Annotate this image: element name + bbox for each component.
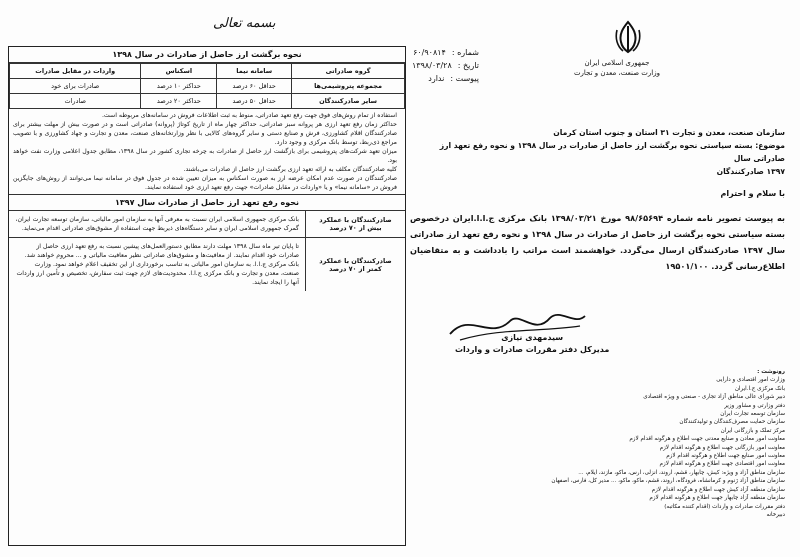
table-cell: مجموعه پتروشیمی‌ها [292,79,405,94]
cc-item: سازمان منطقه آزاد کیش جهت اطلاع و هرگونه اقدام لازم [651,486,785,493]
cc-item: دفتر وزارتی و مشاور وزیر [724,402,785,409]
table-cell: سایر صادرکنندگان [292,94,405,109]
cc-item: سازمان توسعه تجارت ایران [720,411,785,418]
table-cell: حداکثر ۱۰ درصد [141,79,217,94]
bismillah-header: بسمه تعالی [213,16,276,31]
meta-row [412,46,479,59]
notes-list [9,109,405,195]
meta-row [412,72,479,85]
cc-item: دفتر مقررات صادرات و واردات (اقدام کننده مکاتبه) [664,503,785,510]
org-line: جمهوری اسلامی ایران [584,59,650,67]
addressee-block [415,126,785,178]
meta-value: ۱۳۹۸/۰۳/۲۸ [412,61,452,70]
rule-row [9,238,405,291]
cc-item: معاونت امور صنایع جهت اطلاع و هرگونه اقدام لازم [666,453,785,460]
cc-item: بانک مرکزی ج.ا.ایران [734,385,785,392]
cc-list [525,368,785,519]
rule-text: تا پایان تیر ماه سال ۱۳۹۸ مهلت دارند مطابق دستورالعمل‌های پیشین نسبت به رفع تعهد ارزی حاصل از صادرات خود اقدام نمایند. از معافیت‌ها و مشوق‌های صادراتی نظیر معافیت مالیاتی و ... محروم خواهند شد. بانک مرکزی ج.ا.ا. به سازمان امور مالیاتی به تناسب برخورداری از این تخفیف اعلام خواهد نمود. وزارت صنعت، معدن و تجارت و بانک مرکزی ج.ا.ا. محدودیت‌های لازم جهت ثبت سفارش، تخصیص و تأمین ارز واردات آنها را ایجاد نمایند. [16,243,299,286]
table-row [10,79,405,94]
signer-title: مدیرکل دفتر مقررات صادرات و واردات [455,345,610,354]
cc-item: مرکز تملک و بازرگانی ایران [720,427,785,434]
section-title-1397: نحوه رفع تعهد ارز حاصل از صادرات سال ۱۳۹۷ [9,195,405,211]
rule-label-line: صادرکنندگان با عملکرد [319,216,392,224]
table-header: اسکناس [141,64,217,79]
org-line: وزارت صنعت، معدن و تجارت [573,69,660,77]
table-header: سامانه نیما [217,64,292,79]
subject-line: ۱۳۹۷ صادرکنندگان [716,167,785,176]
table-cell: صادرات برای خود [10,79,141,94]
note-item: استفاده از تمام روش‌های فوق جهت رفع تعهد صادراتی، منوط به ثبت اطلاعات فروش در سامانه‌های مربوطه است. [101,112,397,119]
rule-label-line: بیش از ۷۰ درصد [329,224,382,232]
letter-body: به پیوست تصویر نامه شماره ۹۸/۶۵۶۹۴ مورخ ۱۳۹۸/۰۳/۲۱ بانک مرکزی ج.ا.ا.ایران درخصوص بسته سیاستی نحوه برگشت ارز حاصل از صادرات در سال ۱۳۹۸ و نحوه رفع تعهد ارز صادراتی سال ۱۳۹۷ صادرکنندگان ارسال می‌گردد. خواهشمند است مراتب را بادداشت و به متقاضیان اطلاع‌رسانی گردد. ۱۹۵۰۱/۱۰۰ [410,213,785,271]
cc-item: سازمان مناطق آزاد ژنوم و کرمانشاه، فرودگاه، اروند، قشم، ماکو، ماکو، ... مدیر کل، فارس، اصفهان [551,478,785,485]
rule-row [9,211,405,238]
table-header: واردات در مقابل صادرات [10,64,141,79]
section-title-1398: نحوه برگشت ارز حاصل از صادرات در سال ۱۳۹۸ [9,47,405,63]
subject-line: موضوع: بسته سیاستی نحوه برگشت ارز حاصل از صادرات در سال ۱۳۹۸ و نحوه رفع تعهد ارز صادراتی سال [439,141,785,163]
signer-name: سیدمهدی نیازی [501,333,564,342]
table-header-row [10,64,405,79]
policy-frame [8,46,406,546]
meta-value: ۶۰/۹۰۸۱۴ [413,48,446,57]
table-cell: حداقل ۶۰ درصد [217,79,292,94]
note-item: صادرکنندگان در صورت عدم امکان عرضه ارز به صورت اسکناس به میزان تعیین شده در جدول فوق در سامانه نیما می‌توانند از روش‌های جایگزین فروش در «سامانه نیما» و یا «واردات در مقابل صادرات» جهت رفع تعهد ارزی خود استفاده نمایند. [13,175,397,191]
meta-label: شماره : [451,48,479,57]
table-row [10,94,405,109]
meta-label: تاریخ : [457,61,479,70]
signatory [455,332,609,356]
meta-value: ندارد [428,74,445,83]
cc-item: معاونت امور بازرگانی جهت اطلاع و هرگونه اقدام لازم [659,444,785,451]
cc-item: سازمان مناطق آزاد و ویژه: کیش، چابهار، قشم، اروند، انزلی، ارس، ماکو، مازند، ایلام، ... [578,469,785,476]
greeting: با سلام و احترام [720,189,785,198]
cc-item: سازمان منطقه آزاد چابهار جهت اطلاع و هرگونه اقدام لازم [649,495,785,502]
rule-text: بانک مرکزی جمهوری اسلامی ایران نسبت به معرفی آنها به سازمان امور مالیاتی، سازمان توسعه تجارت ایران، گمرک جمهوری اسلامی ایران و سایر دستگاه‌های ذیربط جهت استفاده از مشوق‌های صادراتی اقدام می‌نماید. [15,216,299,232]
cc-title: رونوشت : [757,369,785,375]
meta-label: پیوست : [450,74,479,83]
cc-item: وزارت امور اقتصادی و دارایی [716,377,785,384]
ministry-heading [574,58,660,78]
addressee: سازمان صنعت، معدن و تجارت ۳۱ استان و جنوب استان کرمان [553,128,785,137]
cc-item: دبیرخانه [766,511,785,518]
note-item: کلیه صادرکنندگان مکلف به ارائه تعهد ارزی برگشت ارز حاصل از صادرات می‌باشند. [183,166,397,173]
cc-item: دبیر شورای عالی مناطق آزاد تجاری - صنعتی و ویژه اقتصادی [643,394,785,401]
note-item: میزان تعهد شرکت‌های پتروشیمی برای بازگشت ارز حاصل از صادرات به چرخه تجاری کشور در سال ۱۳۹۸، مطابق جدول اعلامی وزارت نفت خواهد بود. [13,148,397,164]
cc-item: سازمان حمایت مصرف‌کنندگان و تولیدکنندگان [679,419,785,426]
iran-emblem-icon [613,20,643,54]
cc-item: معاونت امور معادن و صنایع معدنی جهت اطلاع و هرگونه اقدام لازم [629,436,785,443]
meta-row [412,59,479,72]
rule-label [305,211,405,237]
table-header: گروه صادراتی [292,64,405,79]
rule-label-line: صادرکنندگان با عملکرد [319,256,392,265]
table-cell: حداکثر ۲۰ درصد [141,94,217,109]
table-cell: صادرات [10,94,141,109]
cc-item: معاونت امور اقتصادی جهت اطلاع و هرگونه اقدام لازم [659,461,785,468]
table-cell: حداقل ۵۰ درصد [217,94,292,109]
export-table [9,63,405,109]
attachment-page [8,6,406,551]
rule-label-line: کمتر از ۷۰ درصد [329,264,382,273]
cover-letter [410,6,795,551]
letter-metadata [412,46,479,85]
rule-label [305,238,405,291]
note-item: حداکثر زمان رفع تعهد ارزی هر پروانه سبز صادراتی، حداکثر چهار ماه از تاریخ کوتاژ (پروانه) صادراتی است و در صورت بیش از مهلت بیشتر برای صادرکنندگان اقلام کشاورزی، فرش و صنایع دستی و سایر گروه‌های کالایی با نظر وزارتخانه‌های صنعت، معدن و تجارت و جهاد کشاورزی و با تصویب مراجع ذی‌ربط، توسط بانک مرکزی و وجود دارد. [13,121,397,146]
